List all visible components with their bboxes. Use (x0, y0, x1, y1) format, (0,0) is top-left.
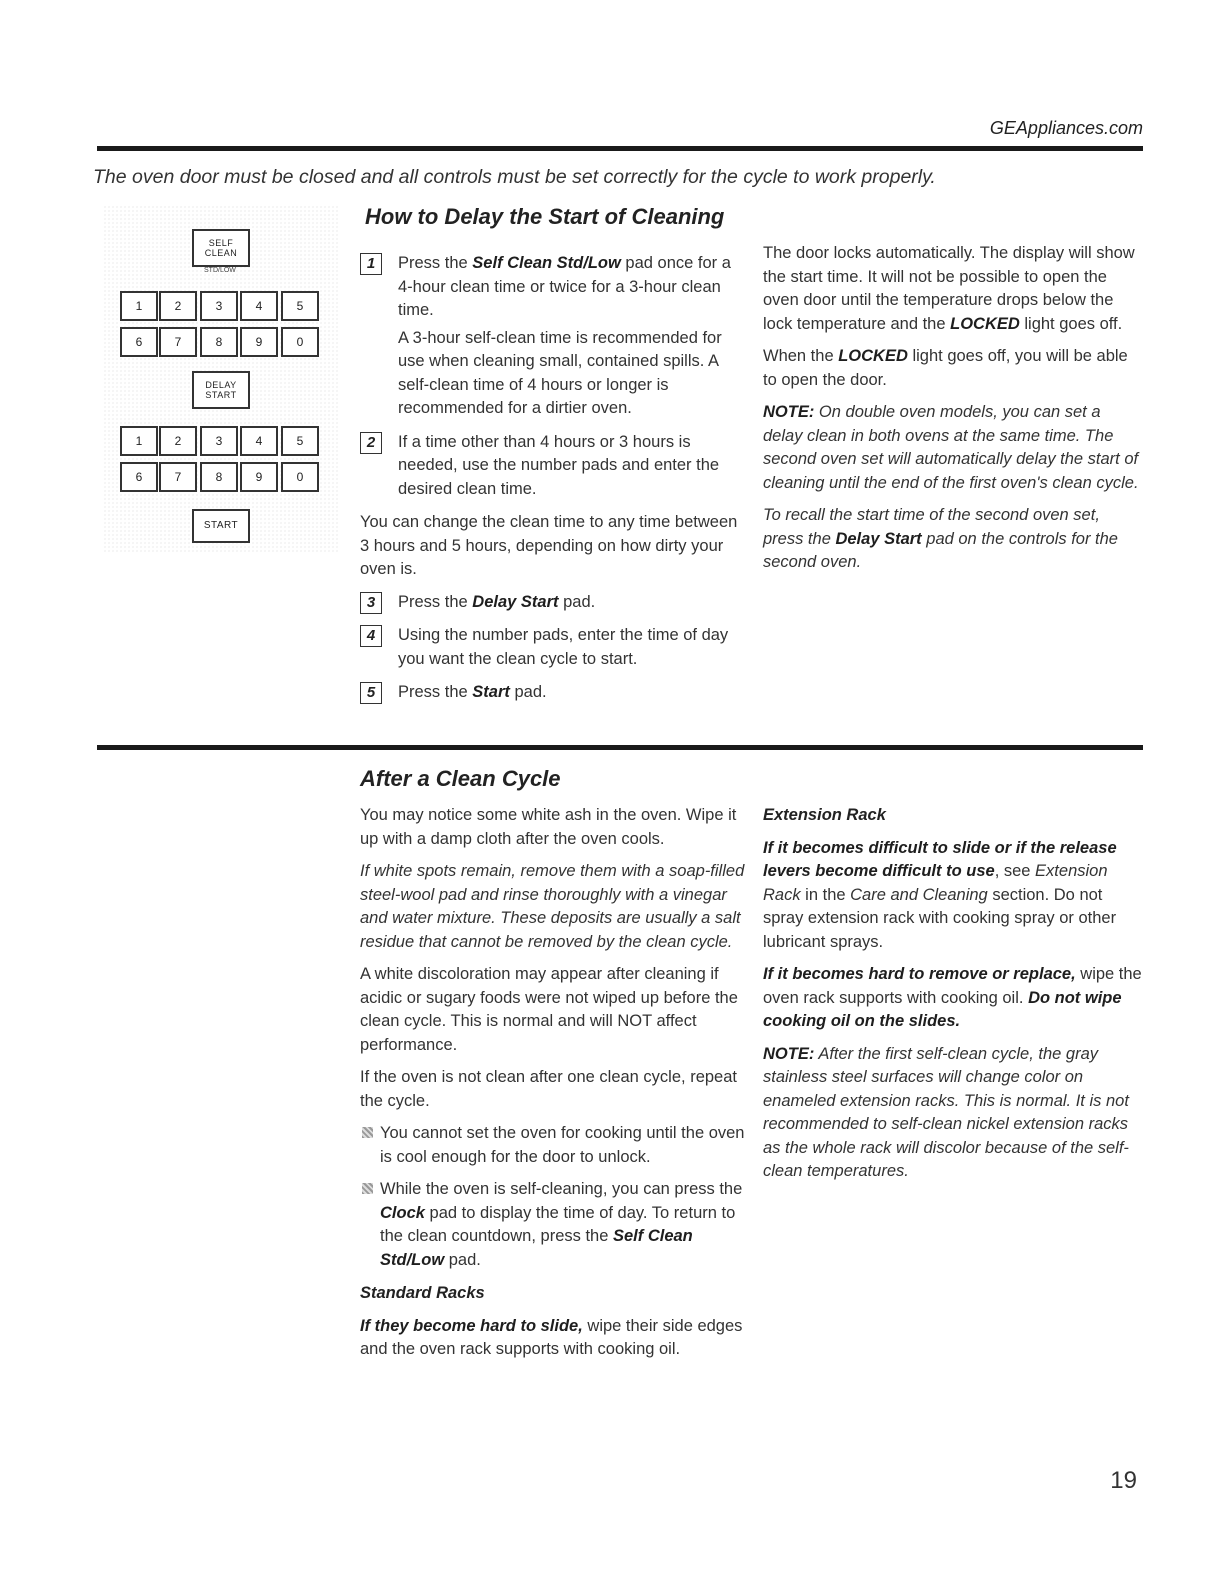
extension-rack-note: NOTE: After the first self-clean cycle, the gray stainless steel surfaces will change color on enameled extension racks. This is normal. It is not recommended to self-clean nickel extension racks as the whole rack will discolor because of the self-clean temperatures. (763, 1044, 1129, 1180)
extension-rack-heading: Extension Rack (763, 806, 886, 824)
standard-racks-text: If they become hard to slide, wipe their side edges and the oven rack supports with cooking oil. (360, 1316, 743, 1358)
discoloration-text: A white discoloration may appear after cleaning if acidic or sugary foods were not wiped up before the clean cycle. This is normal and will NOT affect performance. (360, 965, 738, 1054)
delay-notes-column (763, 242, 1143, 584)
digit-key: 9 (240, 462, 278, 492)
digit-key: 8 (200, 462, 238, 492)
bullet-icon (362, 1127, 373, 1138)
start-key: START (192, 509, 250, 543)
digit-key: 6 (120, 462, 158, 492)
digit-key: 8 (200, 327, 238, 357)
white-ash-text: You may notice some white ash in the oven. Wipe it up with a damp cloth after the oven cools. (360, 806, 737, 848)
digit-key: 4 (240, 291, 278, 321)
change-time-text: You can change the clean time to any time between 3 hours and 5 hours, depending on how dirty your oven is. (360, 513, 738, 578)
digit-key: 3 (200, 291, 238, 321)
step-number: 3 (360, 592, 382, 614)
recall-note: To recall the start time of the second oven set, press the Delay Start pad on the controls for the second oven. (763, 506, 1118, 571)
after-left-column (360, 804, 745, 1371)
delay-start-key: DELAY START (192, 371, 250, 409)
std-low-caption: STD/LOW (204, 267, 236, 274)
bullet-item: While the oven is self-cleaning, you can press the Clock pad to display the time of day. To return to the clean countdown, press the Self Clean Std/Low pad. (360, 1178, 745, 1272)
digit-key: 9 (240, 327, 278, 357)
after-right-column (763, 804, 1143, 1193)
step-number: 2 (360, 432, 382, 454)
header-rule (97, 146, 1143, 151)
digit-key: 1 (120, 426, 158, 456)
digit-key: 1 (120, 291, 158, 321)
keypad-illustration (103, 205, 339, 553)
bullet-item: You cannot set the oven for cooking until the oven is cool enough for the door to unlock. (360, 1122, 745, 1169)
page-number: 19 (1110, 1467, 1137, 1494)
step-3: 3 Press the Delay Start pad. (360, 591, 745, 615)
after-section-title: After a Clean Cycle (360, 766, 561, 791)
step-number: 5 (360, 682, 382, 704)
digit-key: 6 (120, 327, 158, 357)
self-clean-key: SELF CLEAN (192, 229, 250, 267)
step-number: 1 (360, 253, 382, 275)
digit-key: 3 (200, 426, 238, 456)
delay-section-title: How to Delay the Start of Cleaning (365, 204, 725, 229)
bullet-icon (362, 1183, 373, 1194)
rack-supports-text: If it becomes hard to remove or replace, wipe the oven rack supports with cooking oil. Do not wipe cooking oil on the slides. (763, 965, 1142, 1030)
digit-key: 5 (281, 291, 319, 321)
site-url: GEAppliances.com (989, 118, 1143, 138)
digit-key: 2 (159, 426, 197, 456)
step-2: 2 If a time other than 4 hours or 3 hours is needed, use the number pads and enter the desired clean time. (360, 431, 745, 502)
digit-key: 4 (240, 426, 278, 456)
step-4: 4 Using the number pads, enter the time of day you want the clean cycle to start. (360, 624, 745, 671)
section-rule (97, 745, 1143, 750)
double-oven-note: NOTE: On double oven models, you can set a delay clean in both ovens at the same time. The second oven set will automatically delay the start of cleaning until the end of the first oven's clean cycle. (763, 403, 1139, 492)
digit-key: 5 (281, 426, 319, 456)
white-spots-text: If white spots remain, remove them with a soap-filled steel-wool pad and rinse thoroughly with a vinegar and water mixture. These deposits are usually a salt residue that cannot be removed by the clean cycle. (360, 862, 745, 951)
digit-key: 0 (281, 462, 319, 492)
door-locks-text: The door locks automatically. The display will show the start time. It will not be possible to open the oven door until the temperature drops below the lock temperature and the LOCKED light goes off. (763, 244, 1135, 333)
standard-racks-heading: Standard Racks (360, 1284, 485, 1302)
digit-key: 0 (281, 327, 319, 357)
step-number: 4 (360, 625, 382, 647)
digit-key: 7 (159, 462, 197, 492)
digit-key: 2 (159, 291, 197, 321)
step-5: 5 Press the Start pad. (360, 681, 745, 705)
locked-light-text: When the LOCKED light goes off, you will be able to open the door. (763, 347, 1128, 389)
step-1-note: A 3-hour self-clean time is recommended for use when cleaning small, contained spills. A self-clean time of 4 hours or longer is recommended for a dirtier oven. (398, 328, 722, 417)
digit-key: 7 (159, 327, 197, 357)
repeat-cycle-text: If the oven is not clean after one clean cycle, repeat the cycle. (360, 1068, 737, 1110)
delay-steps-column (360, 252, 745, 715)
extension-rack-text: If it becomes difficult to slide or if the release levers become difficult to use, see Extension Rack in the Care and Cleaning section. Do not spray extension rack with cooking spray or other lubricant sprays. (763, 838, 1117, 951)
step-1: 1 Press the Self Clean Std/Low pad once for a 4-hour clean time or twice for a 3-hour clean time. A 3-hour self-clean time is recommended for use when cleaning small, contained spills. A self-clean time of 4 hours or longer is recommended for a dirtier oven. (360, 252, 745, 421)
intro-text: The oven door must be closed and all controls must be set correctly for the cycle to work properly. (93, 166, 936, 188)
